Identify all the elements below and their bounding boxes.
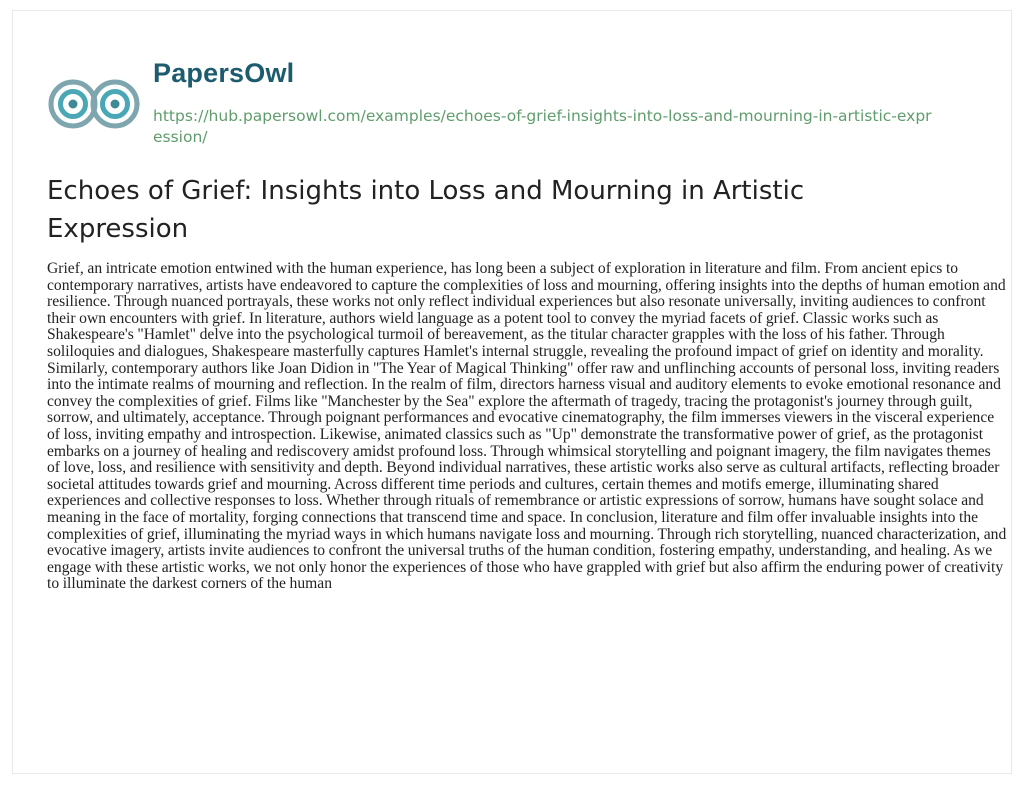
document-body: Grief, an intricate emotion entwined with the human experience, has long been a subject of exploration in literature and film. From ancient epics to contemporary narratives, artists have endeavored to capture the complexities of loss and mourning, offering insights into the depths of human emotion and resilience. Through nuanced portrayals, these works not only reflect individual experiences but also resonate universally, inviting audiences to confront their own encounters with grief. In literature, authors wield language as a potent tool to convey the myriad facets of grief. Classic works such as Shakespeare's "Hamlet" delve into the psychological turmoil of bereavement, as the titular character grapples with the loss of his father. Through soliloquies and dialogues, Shakespeare masterfully captures Hamlet's internal struggle, revealing the profound impact of grief on identity and morality. Similarly, contemporary authors like Joan Didion in "The Year of Magical Thinking" offer raw and unflinching accounts of personal loss, inviting readers into the intimate realms of mourning and reflection. In the realm of film, directors harness visual and auditory elements to evoke emotional resonance and convey the complexities of grief. Films like "Manchester by the Sea" explore the aftermath of tragedy, tracing the protagonist's journey through guilt, sorrow, and ultimately, acceptance. Through poignant performances and evocative cinematography, the film immerses viewers in the visceral experience of loss, inviting empathy and introspection. Likewise, animated classics such as "Up" demonstrate the transformative power of grief, as the protagonist embarks on a journey of healing and rediscovery amidst profound loss. Through whimsical storytelling and poignant imagery, the film navigates themes of love, loss, and resilience with sensitivity and depth. Beyond individual narratives, these artistic works also serve as cultural artifacts, reflecting broader societal attitudes towards grief and mourning. Across different time periods and cultures, certain themes and motifs emerge, illuminating shared experiences and collective responses to loss. Whether through rituals of remembrance or artistic expressions of sorrow, humans have sought solace and meaning in the face of mortality, forging connections that transcend time and space. In conclusion, literature and film offer invaluable insights into the complexities of grief, illuminating the myriad ways in which humans navigate loss and mourning. Through rich storytelling, nuanced characterization, and evocative imagery, artists invite audiences to confront the universal truths of the human condition, fostering empathy, understanding, and healing. As we engage with these artistic works, we not only honor the experiences of those who have grappled with grief but also affirm the enduring power of creativity to illuminate the darkest corners of the human bbox=[47, 260, 1007, 593]
brand-name: PapersOwl bbox=[153, 58, 295, 88]
owl-eyes-icon bbox=[46, 64, 142, 144]
source-url[interactable]: https://hub.papersowl.com/examples/echoes-of-grief-insights-into-loss-and-mourning-in-artistic-expression/ bbox=[153, 107, 932, 146]
document-title: Echoes of Grief: Insights into Loss and Mourning in Artistic Expression bbox=[47, 176, 805, 244]
